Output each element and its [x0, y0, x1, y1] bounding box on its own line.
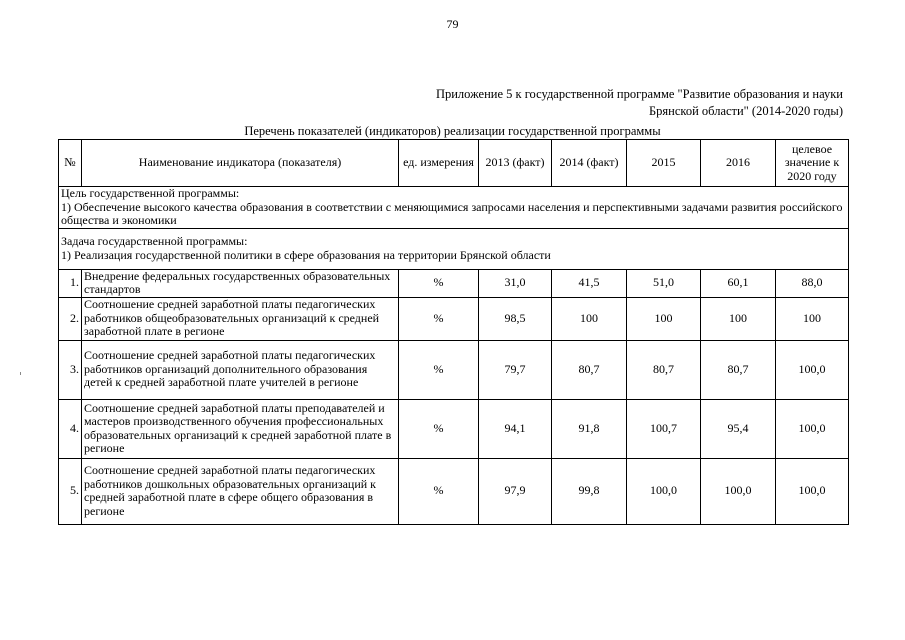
row-2015: 100,7	[627, 399, 701, 458]
scan-mark	[20, 372, 21, 375]
goal-row	[59, 187, 849, 229]
header-2015: 2015	[627, 140, 701, 187]
row-2016: 100	[701, 297, 776, 340]
row-name: Соотношение средней заработной платы педагогических работников организаций дополнительного образования детей к средней заработной плате учителей в регионе	[82, 340, 399, 399]
header-row	[59, 140, 849, 187]
header-2013: 2013 (факт)	[479, 140, 552, 187]
row-2014: 100	[552, 297, 627, 340]
row-2013: 31,0	[479, 269, 552, 297]
row-num: 2.	[59, 297, 82, 340]
row-target: 100,0	[776, 458, 849, 524]
row-num: 1.	[59, 269, 82, 297]
row-2015: 51,0	[627, 269, 701, 297]
page-number: 79	[446, 17, 459, 31]
row-2013: 94,1	[479, 399, 552, 458]
goal-label: Цель государственной программы:	[61, 186, 240, 200]
row-target: 100,0	[776, 399, 849, 458]
table-title: Перечень показателей (индикаторов) реализации государственной программы	[244, 124, 661, 138]
row-2014: 91,8	[552, 399, 627, 458]
row-unit: %	[399, 269, 479, 297]
row-num: 4.	[59, 399, 82, 458]
row-unit: %	[399, 297, 479, 340]
row-2013: 98,5	[479, 297, 552, 340]
row-target: 100,0	[776, 340, 849, 399]
header-unit: ед. измерения	[399, 140, 479, 187]
appendix-line-1: Приложение 5 к государственной программе "Развитие образования и науки	[435, 87, 843, 101]
row-2013: 79,7	[479, 340, 552, 399]
goal-text: 1) Обеспечение высокого качества образования в соответствии с меняющимися запросами населения и перспективными задачами развития российского общества и экономики	[61, 199, 843, 227]
table-row	[59, 269, 849, 297]
row-2016: 80,7	[701, 340, 776, 399]
header-num: №	[59, 140, 82, 187]
task-row	[59, 228, 849, 269]
indicators-table	[58, 139, 849, 525]
row-2016: 95,4	[701, 399, 776, 458]
row-name: Соотношение средней заработной платы педагогических работников общеобразовательных организаций к средней заработной плате в регионе	[82, 297, 399, 340]
row-2015: 100	[627, 297, 701, 340]
table-row	[59, 399, 849, 458]
row-num: 5.	[59, 458, 82, 524]
row-2014: 41,5	[552, 269, 627, 297]
task-label: Задача государственной программы:	[61, 234, 248, 248]
row-2016: 100,0	[701, 458, 776, 524]
row-name: Соотношение средней заработной платы педагогических работников дошкольных образовательных организаций к средней заработной плате в сфере общего образования в регионе	[82, 458, 399, 524]
header-2016: 2016	[701, 140, 776, 187]
header-name: Наименование индикатора (показателя)	[82, 140, 399, 187]
task-cell	[59, 228, 849, 269]
table-row	[59, 340, 849, 399]
row-name: Внедрение федеральных государственных образовательных стандартов	[82, 269, 399, 297]
header-target: целевое значение к 2020 году	[776, 140, 849, 187]
appendix-note	[423, 86, 843, 120]
table-row	[59, 458, 849, 524]
row-unit: %	[399, 399, 479, 458]
row-2015: 100,0	[627, 458, 701, 524]
row-unit: %	[399, 340, 479, 399]
appendix-line-2: Брянской области" (2014-2020 годы)	[648, 104, 843, 118]
row-target: 88,0	[776, 269, 849, 297]
row-name: Соотношение средней заработной платы преподавателей и мастеров производственного обучения профессиональных образовательных организаций к средней заработной плате в регионе	[82, 399, 399, 458]
row-2014: 80,7	[552, 340, 627, 399]
table-row	[59, 297, 849, 340]
task-text: 1) Реализация государственной политики в сфере образования на территории Брянской области	[61, 247, 551, 262]
row-2013: 97,9	[479, 458, 552, 524]
row-unit: %	[399, 458, 479, 524]
row-target: 100	[776, 297, 849, 340]
row-num: 3.	[59, 340, 82, 399]
row-2016: 60,1	[701, 269, 776, 297]
header-2014: 2014 (факт)	[552, 140, 627, 187]
row-2015: 80,7	[627, 340, 701, 399]
goal-cell	[59, 187, 849, 229]
row-2014: 99,8	[552, 458, 627, 524]
